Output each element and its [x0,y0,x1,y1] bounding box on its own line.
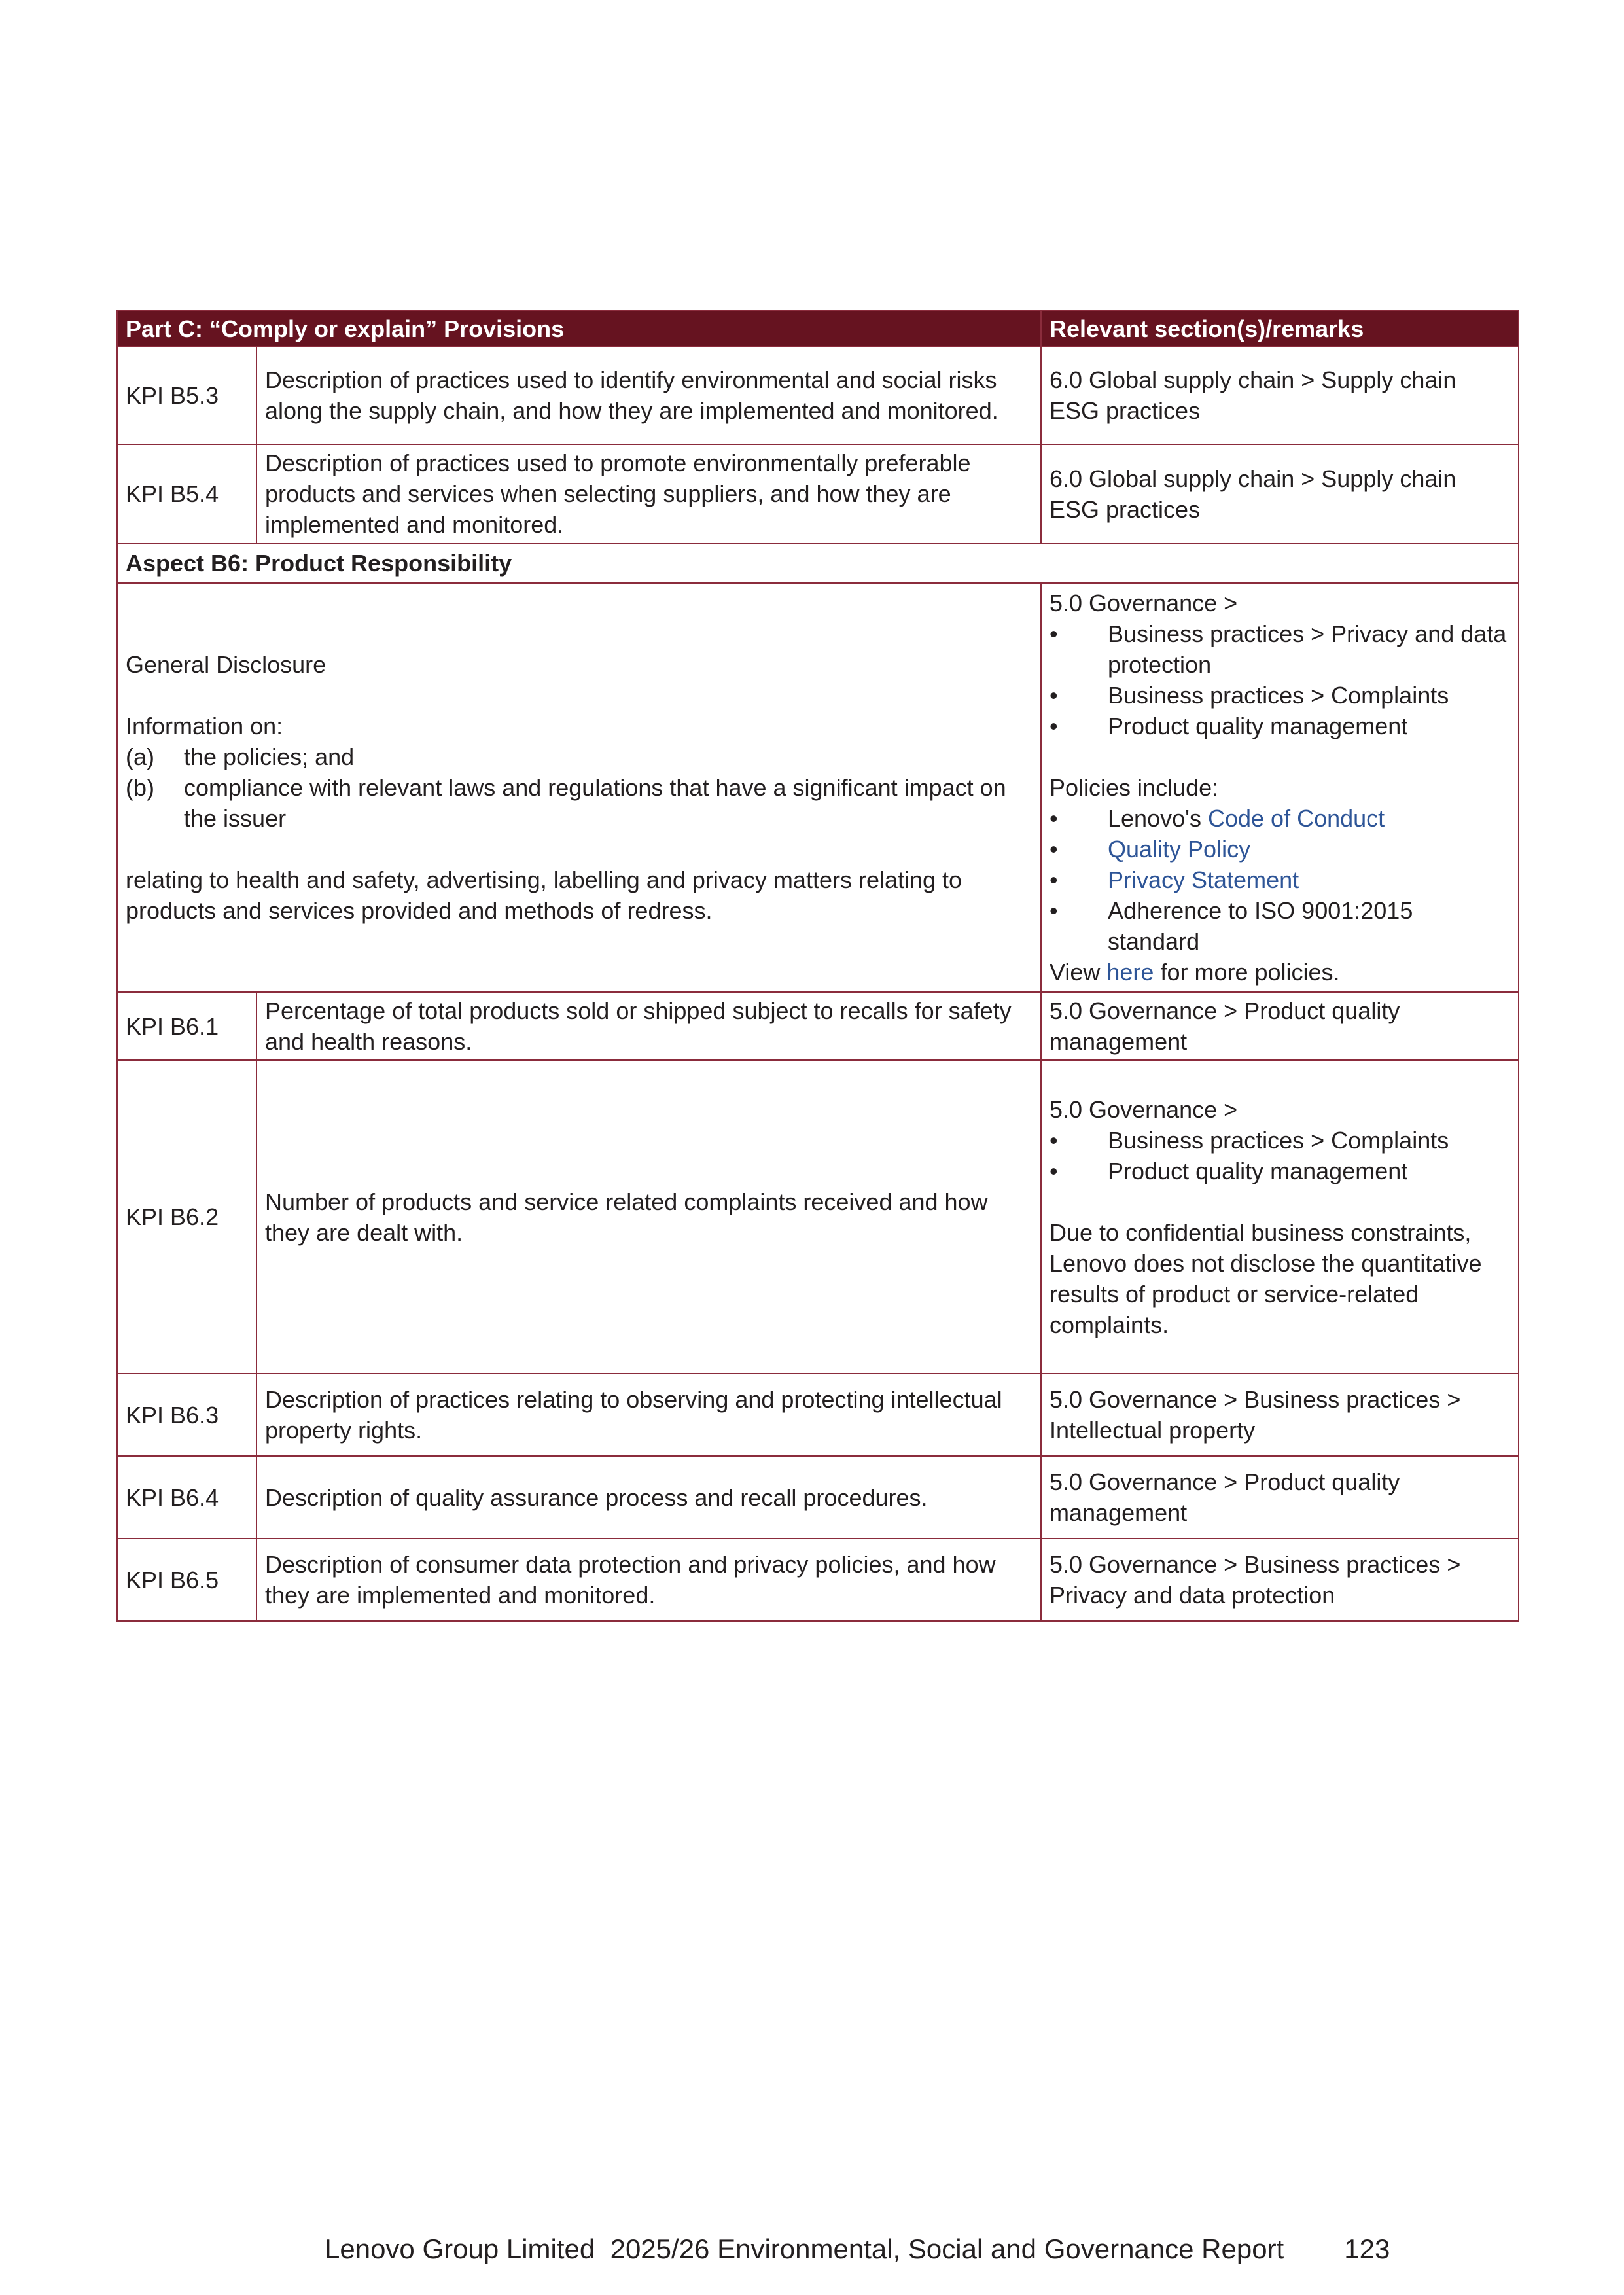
view-more-text: View here for more policies. [1050,959,1340,986]
kpi-remarks [1041,1060,1519,1374]
kpi-description: Description of practices used to promote environmentally preferable products and services when selecting suppliers, and how they are implemented and monitored. [256,444,1041,543]
remarks-heading: 5.0 Governance > [1050,590,1238,616]
list-item: • Product quality management [1050,713,1408,739]
kpi-remarks: 5.0 Governance > Product quality management [1041,992,1519,1060]
table-row [117,346,1519,444]
kpi-code: KPI B6.4 [117,1456,256,1539]
list-item: • Adherence to ISO 9001:2015 standard [1050,897,1413,955]
remarks-bullet-list [1050,1125,1510,1186]
table-header-row [117,311,1519,346]
relating-text: relating to health and safety, advertising, labelling and privacy matters relating to products and services provided and methods of redress. [126,866,962,924]
list-item: • Privacy Statement [1050,866,1299,893]
general-disclosure-cell [117,583,1041,992]
code-of-conduct-link[interactable]: Code of Conduct [1207,805,1385,832]
list-item: • Business practices > Complaints [1050,1126,1449,1154]
kpi-code: KPI B6.3 [117,1374,256,1456]
list-item: • Quality Policy [1050,836,1251,863]
table-row [117,1374,1519,1456]
esg-index-table [116,310,1519,1622]
remarks-bullet-list [1050,618,1510,741]
kpi-code: KPI B5.4 [117,444,256,543]
page-footer [325,2233,1390,2266]
kpi-remarks: 5.0 Governance > Business practices > Privacy and data protection [1041,1539,1519,1621]
general-disclosure-remarks [1041,583,1519,992]
disclosure-list [126,741,1033,834]
kpi-remarks: 5.0 Governance > Product quality management [1041,1456,1519,1539]
kpi-description: Percentage of total products sold or shipped subject to recalls for safety and health reasons. [256,992,1041,1060]
header-provisions: Part C: “Comply or explain” Provisions [117,311,1041,346]
list-item: • Lenovo's Code of Conduct [1050,805,1385,832]
information-on-label: Information on: [126,713,283,739]
policies-list [1050,803,1510,957]
kpi-description: Description of practices used to identify environmental and social risks along the supply chain, and how they are implemented and monitored. [256,346,1041,444]
kpi-description: Number of products and service related complaints received and how they are dealt with. [256,1060,1041,1374]
aspect-row [117,543,1519,583]
list-item: (a) the policies; and [126,743,355,770]
general-disclosure-title: General Disclosure [126,651,327,678]
remarks-heading: 5.0 Governance > [1050,1095,1238,1123]
table-row [117,1539,1519,1621]
kpi-description: Description of practices relating to observing and protecting intellectual property rights. [256,1374,1041,1456]
table-row [117,1060,1519,1374]
policies-heading: Policies include: [1050,774,1219,801]
quality-policy-link[interactable]: Quality Policy [1108,836,1251,863]
table-row [117,992,1519,1060]
table-row [117,444,1519,543]
header-remarks: Relevant section(s)/remarks [1041,311,1519,346]
kpi-description: Description of quality assurance process and recall procedures. [256,1456,1041,1539]
kpi-code: KPI B6.2 [117,1060,256,1374]
remarks-note: Due to confidential business constraints, Lenovo does not disclose the quantitative results of product or service-related complaints. [1050,1219,1482,1338]
general-disclosure-row [117,583,1519,992]
table-row [117,1456,1519,1539]
list-item: • Product quality management [1050,1157,1408,1184]
kpi-code: KPI B5.3 [117,346,256,444]
list-item: • Business practices > Privacy and data protection [1050,620,1507,678]
privacy-statement-link[interactable]: Privacy Statement [1108,866,1299,893]
kpi-remarks: 6.0 Global supply chain > Supply chain ESG practices [1041,444,1519,543]
kpi-remarks: 6.0 Global supply chain > Supply chain ESG practices [1041,346,1519,444]
kpi-code: KPI B6.1 [117,992,256,1060]
aspect-heading: Aspect B6: Product Responsibility [117,543,1519,583]
footer-title: Lenovo Group Limited 2025/26 Environmental, Social and Governance Report [325,2233,1284,2264]
list-item: (b) compliance with relevant laws and regulations that have a significant impact on the issuer [126,774,1006,832]
list-item: • Business practices > Complaints [1050,682,1449,709]
page-number: 123 [1344,2233,1390,2264]
here-link[interactable]: here [1106,959,1154,986]
kpi-code: KPI B6.5 [117,1539,256,1621]
kpi-description: Description of consumer data protection and privacy policies, and how they are implemented and monitored. [256,1539,1041,1621]
kpi-remarks: 5.0 Governance > Business practices > Intellectual property [1041,1374,1519,1456]
